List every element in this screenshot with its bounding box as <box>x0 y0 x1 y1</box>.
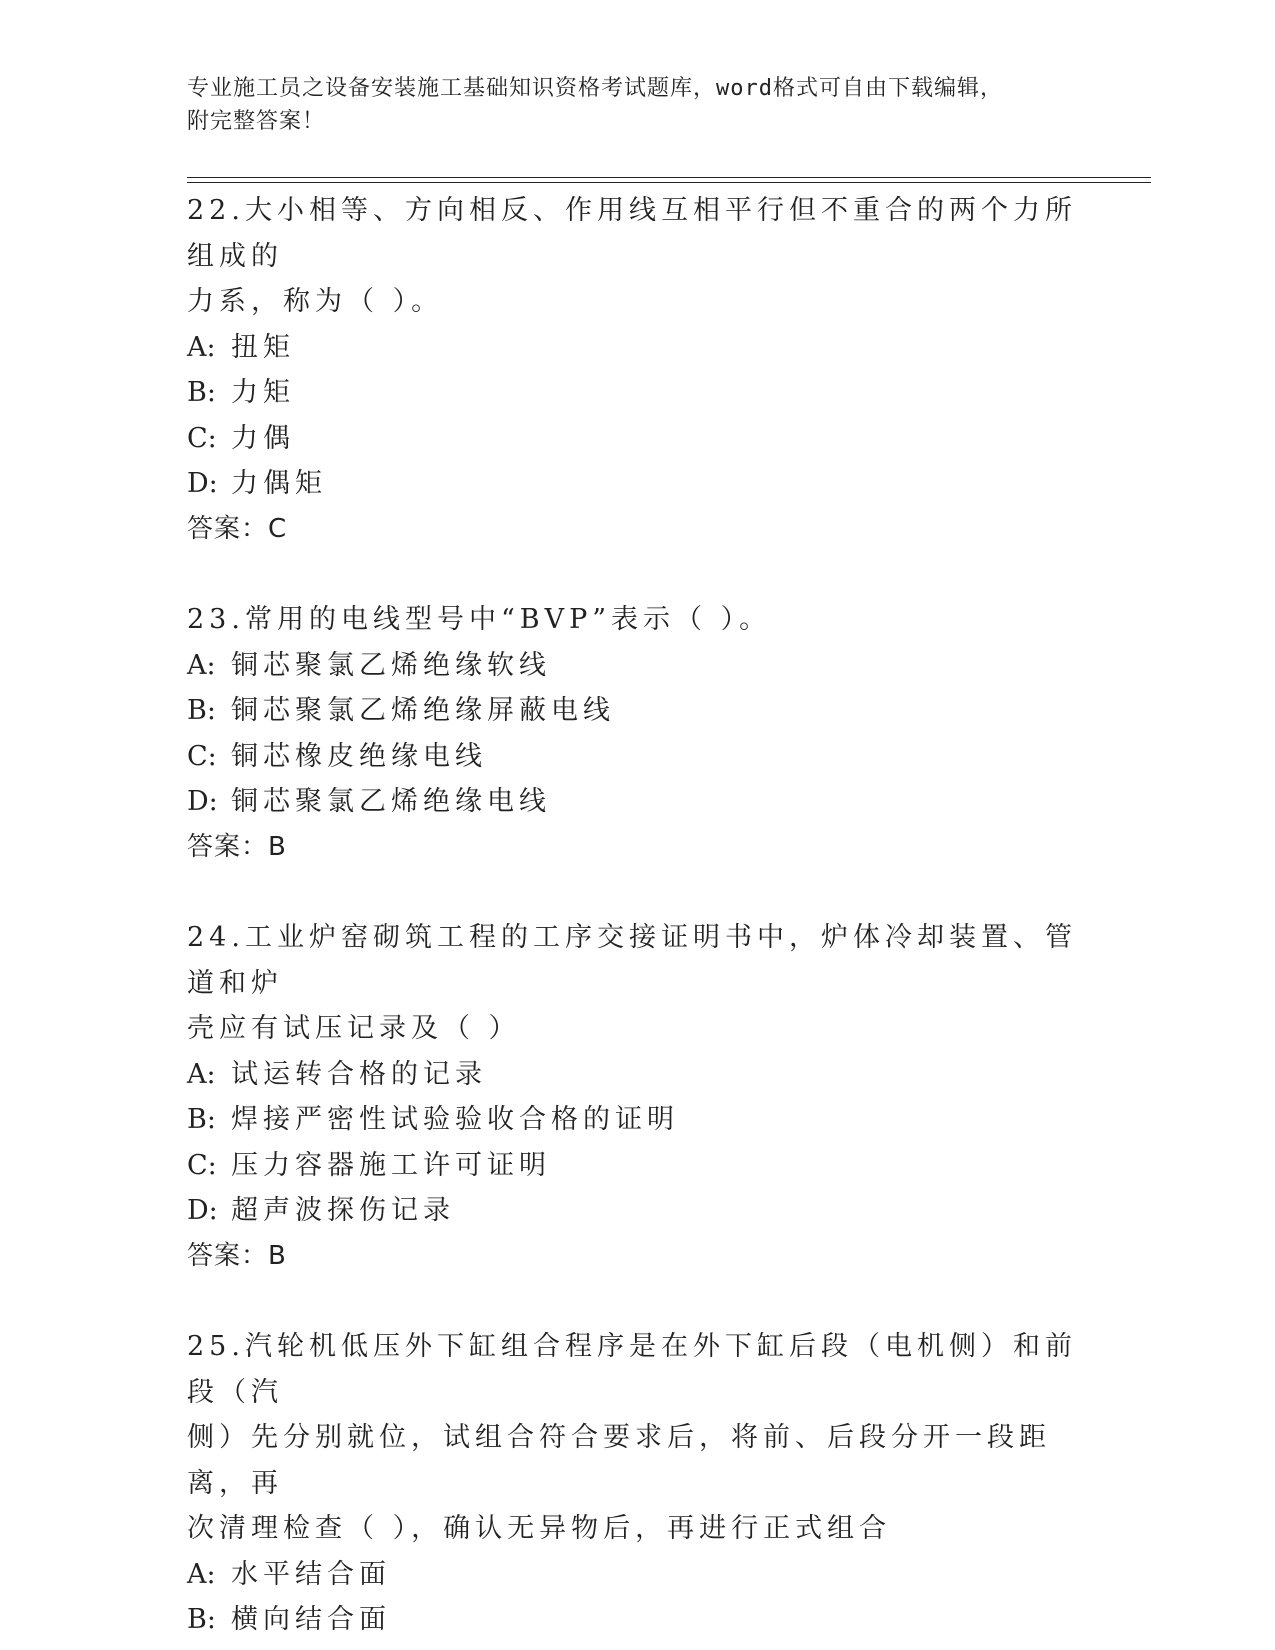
question-spacer <box>187 870 1087 915</box>
option-letter: A: <box>187 1058 216 1090</box>
option-letter: B: <box>187 1104 216 1135</box>
option-text: 压力容器施工许可证明 <box>231 1149 551 1181</box>
option-a <box>187 643 1087 689</box>
question-text-line: 23.常用的电线型号中“BVP”表示（ ）。 <box>187 604 772 635</box>
question-23 <box>187 597 1087 870</box>
option-a <box>187 1552 1087 1598</box>
header-line-2: 附完整答案！ <box>187 109 326 134</box>
question-text-line: 次清理检查（ ），确认无异物后，再进行正式组合 <box>187 1513 892 1544</box>
option-letter: B: <box>187 1604 216 1635</box>
option-b <box>187 688 1087 734</box>
option-text: 水平结合面 <box>231 1558 391 1590</box>
question-25 <box>187 1324 1087 1643</box>
option-d <box>187 779 1087 825</box>
option-c <box>187 1143 1087 1189</box>
question-text-line: 24.工业炉窑砌筑工程的工序交接证明书中，炉体冷却装置、管道和炉 <box>187 922 1077 999</box>
question-spacer <box>187 552 1087 597</box>
question-text-line: 25.汽轮机低压外下缸组合程序是在外下缸后段（电机侧）和前段（汽 <box>187 1331 1077 1408</box>
question-24 <box>187 915 1087 1279</box>
option-b <box>187 370 1087 416</box>
option-letter: A: <box>187 1558 216 1590</box>
option-text: 超声波探伤记录 <box>231 1195 455 1226</box>
option-letter: D: <box>187 786 218 817</box>
answer-line: 答案：C <box>187 513 288 544</box>
option-letter: C: <box>187 1149 217 1181</box>
answer-line: 答案：B <box>187 1240 287 1271</box>
header-divider-bottom <box>187 182 1151 183</box>
option-a <box>187 1052 1087 1098</box>
question-text-line: 壳应有试压记录及（ ） <box>187 1013 521 1044</box>
option-letter: B: <box>187 695 216 726</box>
option-text: 力偶矩 <box>231 468 327 499</box>
option-text: 力偶 <box>231 422 295 454</box>
option-letter: B: <box>187 377 216 408</box>
option-b <box>187 1597 1087 1643</box>
option-text: 铜芯聚氯乙烯绝缘屏蔽电线 <box>231 695 615 726</box>
option-text: 扭矩 <box>231 331 295 363</box>
option-text: 铜芯聚氯乙烯绝缘软线 <box>231 649 551 681</box>
option-d <box>187 461 1087 507</box>
option-letter: A: <box>187 649 216 681</box>
option-text: 铜芯聚氯乙烯绝缘电线 <box>231 786 551 817</box>
question-text-line: 22.大小相等、方向相反、作用线互相平行但不重合的两个力所组成的 <box>187 195 1077 272</box>
header-divider-top <box>187 177 1151 178</box>
question-list <box>187 188 1087 1643</box>
option-c <box>187 734 1087 780</box>
option-letter: A: <box>187 331 216 363</box>
header-line-1: 专业施工员之设备安装施工基础知识资格考试题库，word格式可自由下载编辑， <box>187 76 1003 101</box>
option-text: 试运转合格的记录 <box>231 1058 487 1090</box>
option-text: 横向结合面 <box>231 1604 391 1635</box>
option-letter: C: <box>187 740 217 772</box>
option-b <box>187 1097 1087 1143</box>
option-c <box>187 416 1087 462</box>
question-spacer <box>187 1279 1087 1324</box>
option-a <box>187 325 1087 371</box>
option-text: 铜芯橡皮绝缘电线 <box>231 740 487 772</box>
document-header <box>187 72 1067 138</box>
option-letter: C: <box>187 422 217 454</box>
question-text-line: 力系，称为（ ）。 <box>187 286 444 317</box>
option-d <box>187 1188 1087 1234</box>
option-text: 力矩 <box>231 377 295 408</box>
question-text-line: 侧）先分别就位，试组合符合要求后，将前、后段分开一段距离，再 <box>187 1422 1051 1499</box>
answer-line: 答案：B <box>187 831 287 862</box>
option-text: 焊接严密性试验验收合格的证明 <box>231 1104 679 1135</box>
option-letter: D: <box>187 468 218 499</box>
question-22 <box>187 188 1087 552</box>
option-letter: D: <box>187 1195 218 1226</box>
